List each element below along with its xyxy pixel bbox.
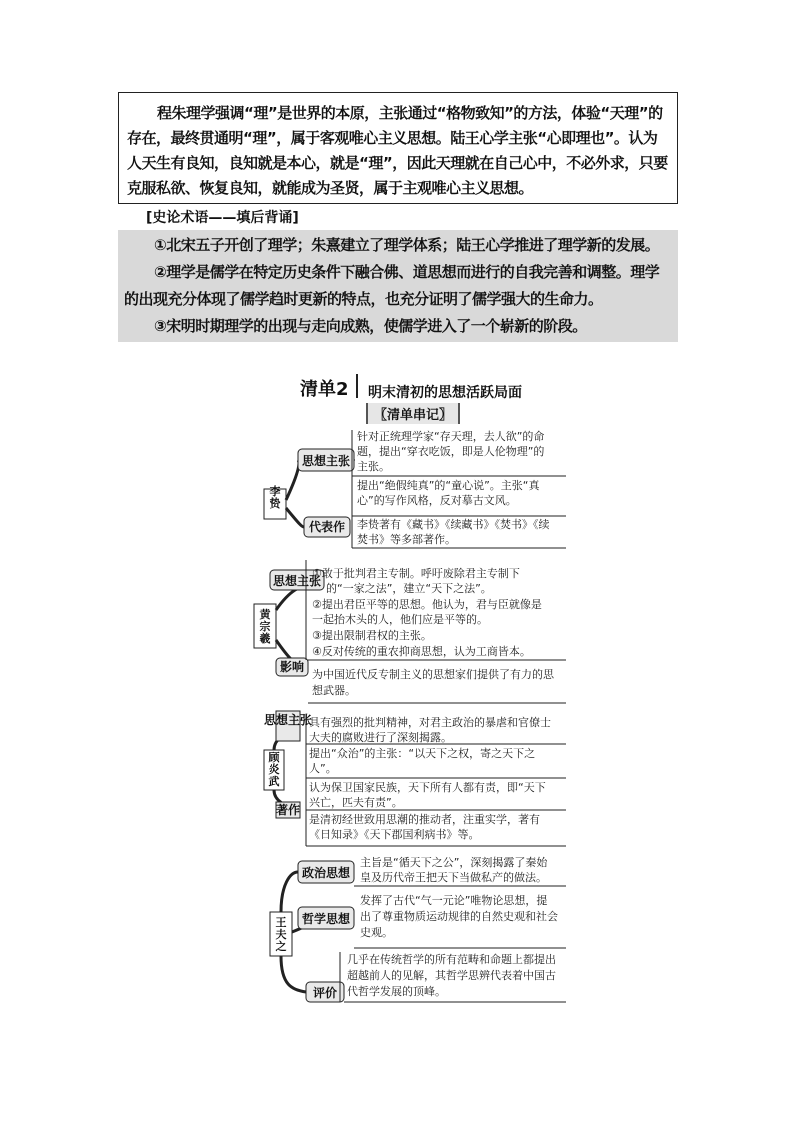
huang-name-char: 黄 [259, 608, 271, 621]
li-zhi-name-char: 李 [269, 485, 281, 498]
wang-name [276, 915, 287, 953]
gu-key-2: 著作 [275, 803, 301, 817]
gu-name-char: 顾 [268, 751, 280, 764]
wang-branch-1 [281, 872, 298, 912]
wang-key-3: 评价 [312, 986, 338, 1000]
huang-name-char: 宗 [259, 620, 271, 633]
huang-text-1d: 一起抬木头的人，他们应是平等的。 [312, 613, 488, 626]
gu-text-1a: 具有强烈的批判精神，对君主政治的暴虐和官僚士 [309, 716, 551, 729]
gu-text-1b: 大夫的腐败进行了深刻揭露。 [309, 731, 452, 744]
gu-text-3a: 认为保卫国家民族，天下所有人都有责，即“天下 [309, 781, 546, 794]
li-zhi-branch-1 [286, 460, 299, 500]
li-zhi-text-1a: 针对正统理学家“存天理，去人欲”的命 [357, 430, 545, 443]
li-zhi-text-1b: 题，提出“穿衣吃饭，即是人伦物理”的 [357, 445, 545, 458]
wang-name-char: 王 [275, 916, 287, 929]
huang-key-1: 思想主张 [272, 574, 322, 588]
wang-key-1: 政治思想 [301, 866, 351, 880]
gu-name-char: 武 [268, 775, 280, 788]
huang-text-2b: 想武器。 [312, 684, 356, 697]
huang-text-1e: ③提出限制君权的主张。 [312, 629, 432, 642]
wang-text-2a: 发挥了古代“气一元论”唯物论思想，提 [360, 894, 548, 907]
gu-text-3b: 兴亡，匹夫有责”。 [309, 796, 403, 809]
wang-name-char: 之 [275, 940, 287, 953]
gu-name-char: 炎 [268, 763, 280, 776]
huang-name [260, 607, 272, 645]
terms-heading: [史论术语——填后背诵] [146, 210, 299, 226]
section-heading: 明末清初的思想活跃局面 [368, 385, 522, 401]
huang-text-1c: ②提出君臣平等的思想。他认为，君与臣就像是 [312, 598, 542, 611]
wang-key-2: 哲学思想 [301, 912, 351, 926]
gu-text-4a: 是清初经世致用思潮的推动者，注重实学，著有 [309, 813, 540, 826]
li-zhi-key-1: 思想主张 [301, 454, 351, 468]
huang-key-2: 影响 [279, 660, 305, 674]
huang-name-char: 羲 [259, 632, 271, 645]
section-subtitle: 〖清单串记〗 [366, 403, 460, 424]
term-item-3: ③宋明时期理学的出现与走向成熟，使儒学进入了一个崭新的阶段。 [154, 317, 587, 335]
li-zhi-name [270, 484, 282, 510]
wang-text-2b: 出了尊重物质运动规律的自然史观和社会 [360, 910, 558, 923]
section-label: 清单2 [300, 379, 349, 400]
term-item-1: ①北宋五子开创了理学；朱熹建立了理学体系；陆王心学推进了理学新的发展。 [154, 236, 660, 254]
li-zhi-text-2b: 心”的写作风格，反对摹古文风。 [357, 494, 517, 507]
gu-name [269, 750, 281, 788]
li-zhi-text-2a: 提出“绝假纯真”的“童心说”。主张“真 [357, 479, 540, 492]
huang-text-2a: 为中国近代反专制主义的思想家们提供了有力的思 [312, 668, 554, 681]
wang-text-1a: 主旨是“循天下之公”，深刻揭露了秦始 [360, 856, 548, 869]
li-zhi-text-1c: 主张。 [357, 460, 390, 473]
gu-key-1: 思想主张 [263, 713, 313, 727]
wang-text-2c: 史观。 [360, 926, 393, 939]
li-zhi-name-char: 贽 [269, 497, 281, 510]
wang-name-char: 夫 [275, 928, 287, 941]
gu-text-2a: 提出“众治”的主张：“以天下之权，寄之天下之 [309, 747, 536, 760]
wang-text-3a: 几乎在传统哲学的所有范畴和命题上都提出 [347, 953, 556, 966]
wang-branch-3 [281, 956, 306, 992]
gu-text-2b: 人”。 [309, 762, 337, 775]
gu-text-4b: 《日知录》《天下郡国利病书》等。 [309, 828, 480, 841]
wang-text-1b: 皇及历代帝王把天下当做私产的做法。 [360, 871, 547, 884]
term-item-2: ②理学是儒学在特定历史条件下融合佛、道思想而进行的自我完善和调整。理学的出现充分体现了儒学趋时更新的特点，也充分证明了儒学强大的生命力。 [124, 263, 660, 308]
li-zhi-branch-2 [286, 508, 304, 527]
li-zhi-key-2: 代表作 [308, 520, 346, 534]
li-zhi-text-3b: 焚书》等多部著作。 [357, 533, 456, 546]
huang-text-1b: 的“一家之法”，建立“天下之法”。 [326, 582, 492, 595]
huang-text-1a: ①敢于批判君主专制。呼吁废除君主专制下 [312, 567, 520, 580]
intro-paragraph: 程朱理学强调“理”是世界的本原，主张通过“格物致知”的方法，体验“天理”的存在，最终贯通明“理”，属于客观唯心主义思想。陆王心学主张“心即理也”。认为人天生有良知，良知就是本心，就是“理”，因此天理就在自己心中，不必外求，只要克服私欲、恢复良知，就能成为圣贤，属于主观唯心主义思想。 [127, 104, 668, 197]
wang-text-3c: 代哲学发展的顶峰。 [347, 985, 446, 998]
li-zhi-text-3a: 李贽著有《藏书》《续藏书》《焚书》《续 [357, 518, 550, 531]
wang-text-3b: 超越前人的见解，其哲学思辨代表着中国古 [347, 969, 556, 982]
huang-text-1f: ④反对传统的重农抑商思想，认为工商皆本。 [312, 645, 531, 658]
